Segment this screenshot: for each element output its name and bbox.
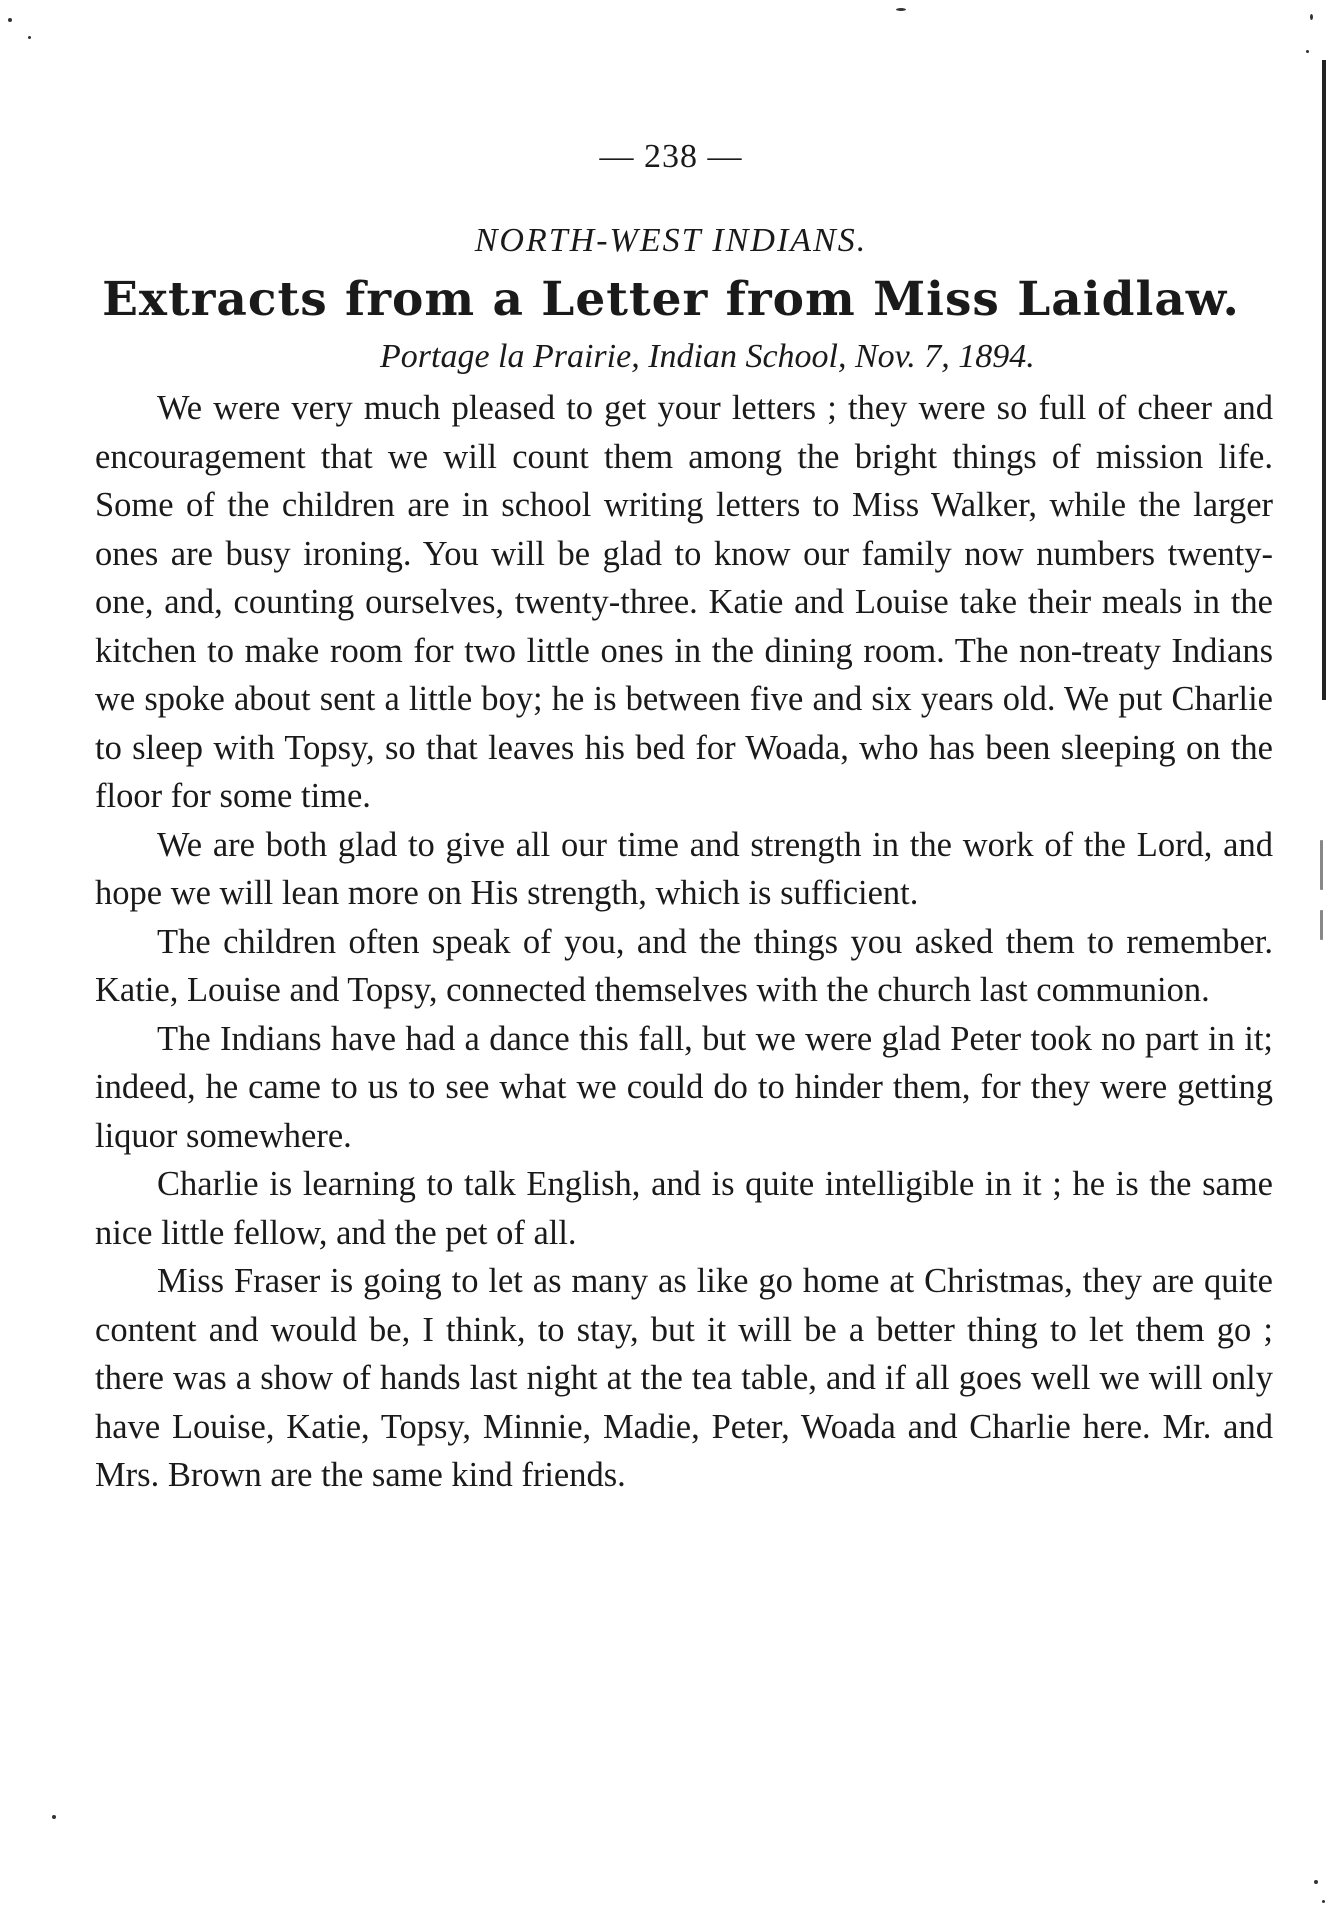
section-heading: NORTH-WEST INDIANS. — [474, 222, 868, 259]
scan-speck — [8, 18, 12, 22]
letter-body — [95, 384, 1273, 1500]
scan-speck — [1320, 840, 1323, 890]
paragraph: We are both glad to give all our time and strength in the work of the Lord, and hope we will lean more on His strength, which is sufficient. — [95, 825, 1273, 912]
paragraph: Charlie is learning to talk English, and is quite intelligible in it ; he is the same nice little fellow, and the pet of all. — [95, 1165, 1273, 1252]
scan-speck — [1320, 910, 1323, 940]
paragraph: The children often speak of you, and the things you asked them to remember. Katie, Louise and Topsy, connected themselves with the church last communion. — [95, 922, 1273, 1009]
scan-speck — [1314, 1880, 1318, 1884]
paragraph: Miss Fraser is going to let as many as like go home at Christmas, they are quite content and would be, I think, to stay, but it will be a better thing to let them go ; there was a show of hands last night at the tea table, and if all goes well we will only have Louise, Katie, Topsy, Minnie, Madie, Peter, Woada and Charlie here. Mr. and Mrs. Brown are the same kind friends. — [95, 1262, 1273, 1494]
scan-speck — [28, 36, 31, 39]
scan-speck — [896, 8, 906, 11]
scan-speck — [1322, 1900, 1325, 1903]
paragraph: We were very much pleased to get your letters ; they were so full of cheer and encouragement that we will count them among the bright things of mission life. Some of the children are in school writing letters to Miss Walker, while the larger ones are busy ironing. You will be glad to know our family now numbers twenty-one, and, counting ourselves, twenty-three. Katie and Louise take their meals in the kitchen to make room for two little ones in the dining room. The non-treaty Indians we spoke about sent a little boy; he is between five and six years old. We put Charlie to sleep with Topsy, so that leaves his bed for Woada, who has been sleeping on the floor for some time. — [95, 389, 1273, 815]
scan-speck — [1306, 50, 1309, 53]
scan-speck — [52, 1815, 56, 1819]
paragraph: The Indians have had a dance this fall, but we were glad Peter took no part in it; indeed, he came to us to see what we could do to hinder them, for they were getting liquor somewhere. — [95, 1019, 1273, 1155]
dateline: Portage la Prairie, Indian School, Nov. 7, 1894. — [380, 338, 1035, 375]
page-number: — 238 — — [599, 138, 743, 175]
article-title: Extracts from a Letter from Miss Laidlaw. — [102, 272, 1240, 327]
scan-speck — [1310, 14, 1313, 20]
